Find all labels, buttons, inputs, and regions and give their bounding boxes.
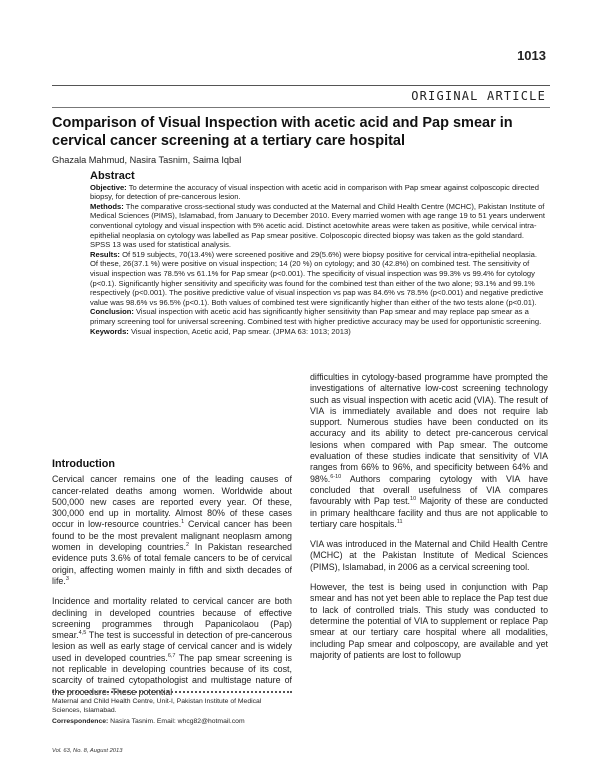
intro-paragraph-5: However, the test is being used in conjunction with Pap smear and has not yet been able to replace the Pap test due to lack of controlled trials. This study was conducted to determine the potential of VIA to supplement or replace Pap smear at our tertiary care hospital where all modalities, including Pap smear and colposcopy, are available and yet majority of patients are lost to followup [310,582,548,660]
results-label: Results: [90,249,120,259]
citation-ref: 10 [410,496,417,503]
correspondence-label: Correspondence: [52,717,109,725]
objective-text: To determine the accuracy of visual inspection with acetic acid in comparison with Pap smear against colposcopic directed biopsy, for detection of pre-cancerous lesion. [90,182,539,202]
citation-ref: 6-10 [330,473,342,480]
intro-text: Cervical cancer has been found to be the most prevalent malignant neoplasm among women in developing countries. [52,519,292,553]
abstract-section [90,172,545,336]
abstract-heading: Abstract [90,170,135,182]
page-number: 1013 [517,48,546,63]
conclusion-label: Conclusion: [90,307,134,317]
intro-paragraph-3 [310,372,548,530]
abstract-objective [90,183,545,202]
results-text: Of 519 subjects, 70(13.4%) were screened positive and 29(5.6%) were biopsy positive for cervical intra-epithelial neoplasia. Of these, 26(37.1 %) were positive on visual inspection; 14 (20 %) on cytology; and 30 (42.8%) on combined test. The sensitivity of visual inspection was 78.5% vs 61.1% for Pap smear (p<0.001). The specificity of visual inspection was 99.3% vs 99.4% for cytology (p<0.1). Significantly higher sensitivity and specificity was found for the combined test than either of the two alone; 93.1% and 99.1% respectively (p<0.001). The positive predictive value of visual inspection vs pap was 84.6% vs 78.5% (p<0.001) and negative predictive value was 98.6% vs 96.5% (p<0.1). Both values of combined test were significantly higher than either of the two tests alone (p<0.01). [90,249,544,307]
affiliation-divider [52,691,292,693]
intro-text: Authors comparing cytology with VIA have concluded that overall usefulness of VIA compares favourably with Pap test. [310,473,548,507]
intro-text: Cervical cancer remains one of the leading causes of cancer-related deaths among women. Worldwide about 500,000 new cases are reported every year. Of these, 300,000 end up in mortality. Almost 80% of these cases occur in low-resource countries. [52,474,292,530]
intro-text: The pap smear screening is not replicable in developing countries because of its cost, scarcity of trained cytopathologist and multistage nature of the procedure. These potential [52,652,292,697]
citation-ref: 2 [186,542,190,549]
abstract-conclusion [90,307,545,326]
intro-text: The test is successful in detection of pre-cancerous lesion as well as early stage of cervical cancer and is widely used in developed countries. [52,630,292,663]
right-column [310,372,548,670]
left-column [52,456,292,707]
article-title: Comparison of Visual Inspection with acetic acid and Pap smear in cervical cancer screening at a tertiary care hospital [52,115,513,149]
intro-text: Majority of these are conducted in primary healthcare facility and thus are not applicable to tertiary care hospitals. [310,496,548,529]
citation-ref: 4,5 [78,630,87,637]
intro-paragraph-4: VIA was introduced in the Maternal and Child Health Centre (MCHC) at the Pakistan Institute of Medical Sciences (PIMS), Islamabad, in 2006 as a cervical screening tool. [310,539,548,572]
intro-text: Incidence and mortality related to cervical cancer are both declining in developed countries because of effective screening programmes through Papanicolaou (Pap) smear. [52,596,292,641]
affiliation-block [52,698,292,728]
intro-text: difficulties in cytology-based programme have prompted the investigations of alternative low-cost screening technology such as visual inspection with acetic acid (VIA). The result of VIA is immediately available and does not require lab support. Numerous studies have been conducted on its accuracy and its ability to detect pre-cancerous cervical lesions when compared with Pap smear. The outcome evaluation of these studies indicate that sensitivity of VIA ranges from 66% to 96%, and specificity between 64% and 98%. [310,372,548,484]
methods-text: The comparative cross-sectional study was conducted at the Maternal and Child Health Centre (MCHC), Pakistan Institute of Medical Sciences (PIMS), Islamabad, from January to December 2010. Every married women with age range 19 to 51 years underwent conventional cytology and visual inspection with 5% acetic acid. Distinct acetowhite areas were taken as positive, while cervical intra-epithelial neoplasia on cytology was labelled as Pap smear positive. Colposcopic directed biopsy was taken as the gold standard. SPSS 13 was used for statistical analysis. [90,201,545,250]
abstract-keywords [90,327,545,337]
journal-footer: Vol. 63, No. 8, August 2013 [52,748,123,754]
abstract-methods [90,202,545,250]
intro-paragraph-1 [52,474,292,587]
intro-text: In Pakistan researched evidence puts 3.6% of total female cancers to be of cervical origin, affecting women mainly in fifth and sixth decades of life. [52,542,292,586]
author-list: Ghazala Mahmud, Nasira Tasnim, Saima Iqbal [52,155,242,165]
introduction-heading: Introduction [52,458,115,470]
keywords-text: Visual inspection, Acetic acid, Pap smear. (JPMA 63: 1013; 2013) [128,326,351,336]
conclusion-text: Visual inspection with acetic acid has significantly higher sensitivity than Pap smear and may replace pap smear as a primary screening tool for universal screening. Combined test with higher predictive accuracy may be used for opportunistic screening. [90,307,542,326]
affiliation-institution: Maternal and Child Health Centre, Unit-I, Pakistan Institute of Medical Sciences, Islamabad. [52,698,262,714]
objective-label: Objective: [90,182,127,192]
citation-ref: 11 [396,518,403,525]
citation-ref: 3 [65,576,69,582]
header-rule [52,85,550,86]
intro-paragraph-2 [52,596,292,698]
header-rule-lower [52,107,550,108]
keywords-label: Keywords: [90,326,129,336]
methods-label: Methods: [90,201,124,211]
citation-ref: 6,7 [167,652,176,659]
article-type-label: ORIGINAL ARTICLE [411,89,546,103]
citation-ref: 1 [181,519,185,526]
correspondence-line [52,718,292,727]
correspondence-text: Nasira Tasnim. Email: whcg82@hotmail.com [108,717,245,725]
abstract-results [90,250,545,308]
